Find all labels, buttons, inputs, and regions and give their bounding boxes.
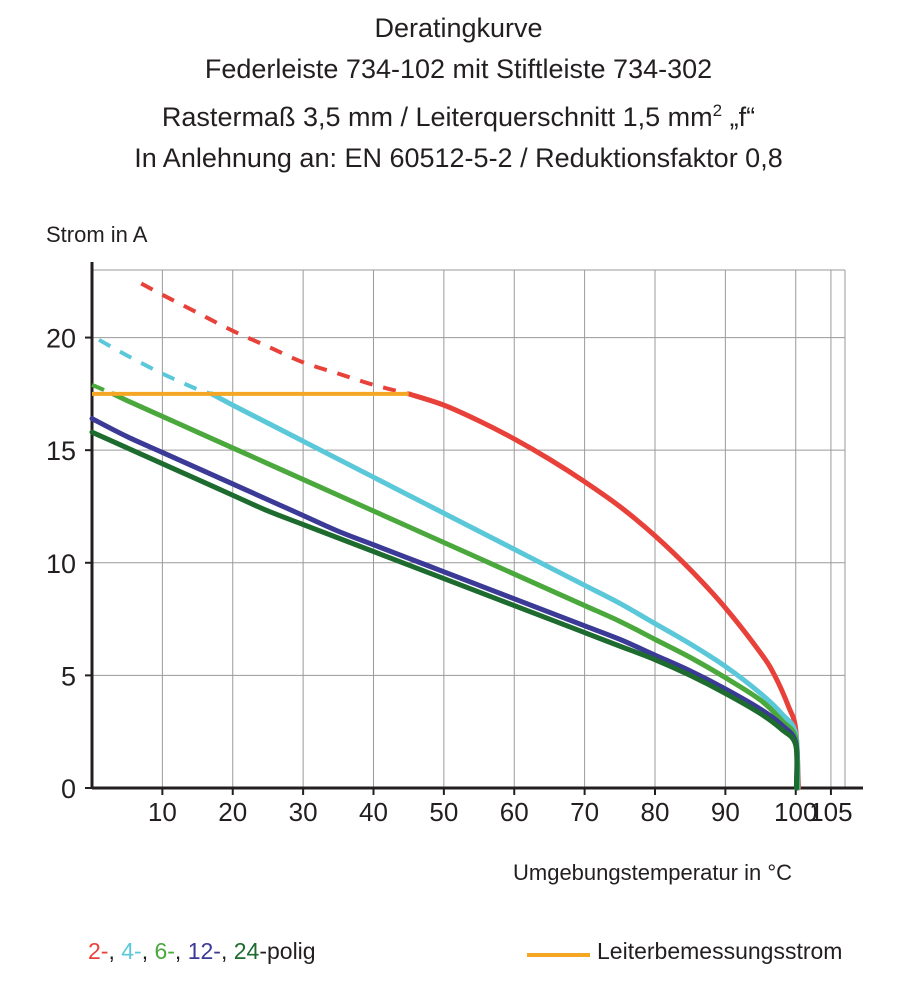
legend-poles [88,938,316,965]
y-tick-label: 15 [45,436,76,467]
legend-rated-current-label: Leiterbemessungsstrom [597,938,843,964]
y-axis-title: Strom in A [46,222,148,247]
legend-pole-item-0: 2- [88,938,109,964]
x-tick-label: 70 [570,797,600,827]
x-tick-label: 50 [429,797,459,827]
x-tick-label: 80 [640,797,670,827]
series-line-6-polig [113,394,797,788]
x-tick-label: 10 [147,797,177,827]
chart-legend [0,938,917,978]
series-dashed-4-polig [99,340,213,394]
legend-pole-item-4: 6- [154,938,175,964]
title-line-3-a: Rastermaß 3,5 mm / Leiterquerschnitt 1,5 mm [161,102,713,132]
x-tick-label: 60 [499,797,529,827]
x-tick-label: 40 [359,797,388,827]
x-tick-label: 30 [288,797,318,827]
legend-pole-item-5: , [174,938,188,964]
x-axis-title: Umgebungstemperatur in °C [513,860,793,885]
x-tick-label: 105 [809,797,853,827]
legend-pole-item-6: 12- [187,938,221,964]
legend-pole-item-2: 4- [121,938,142,964]
y-tick-label: 0 [60,774,76,804]
x-tick-label: 90 [710,797,740,827]
x-tick-label: 20 [218,797,248,827]
y-tick-label: 20 [45,323,76,354]
y-tick-label: 10 [45,548,76,579]
series-line-24-polig [92,432,797,788]
legend-rated-current-swatch [527,953,590,957]
legend-pole-item-8: 24 [233,938,260,964]
legend-pole-item-3: , [141,938,155,964]
legend-pole-item-9: -polig [259,938,316,964]
title-line-2: Federleiste 734-102 mit Stiftleiste 734-302 [204,54,713,84]
legend-pole-item-7: , [220,938,234,964]
title-line-1: Deratingkurve [374,13,543,43]
series-line-12-polig [92,419,797,788]
legend-pole-item-1: , [108,938,122,964]
y-tick-label: 5 [60,661,76,692]
series-line-2-polig [409,394,799,788]
title-line-3-sup: 2 [712,101,723,120]
x-tick-label: 100 [774,797,818,827]
title-line-4: In Anlehnung an: EN 60512-5-2 / Reduktionsfaktor 0,8 [134,143,783,173]
title-line-3-b: „f“ [722,102,756,132]
series-dashed-2-polig [141,284,411,395]
